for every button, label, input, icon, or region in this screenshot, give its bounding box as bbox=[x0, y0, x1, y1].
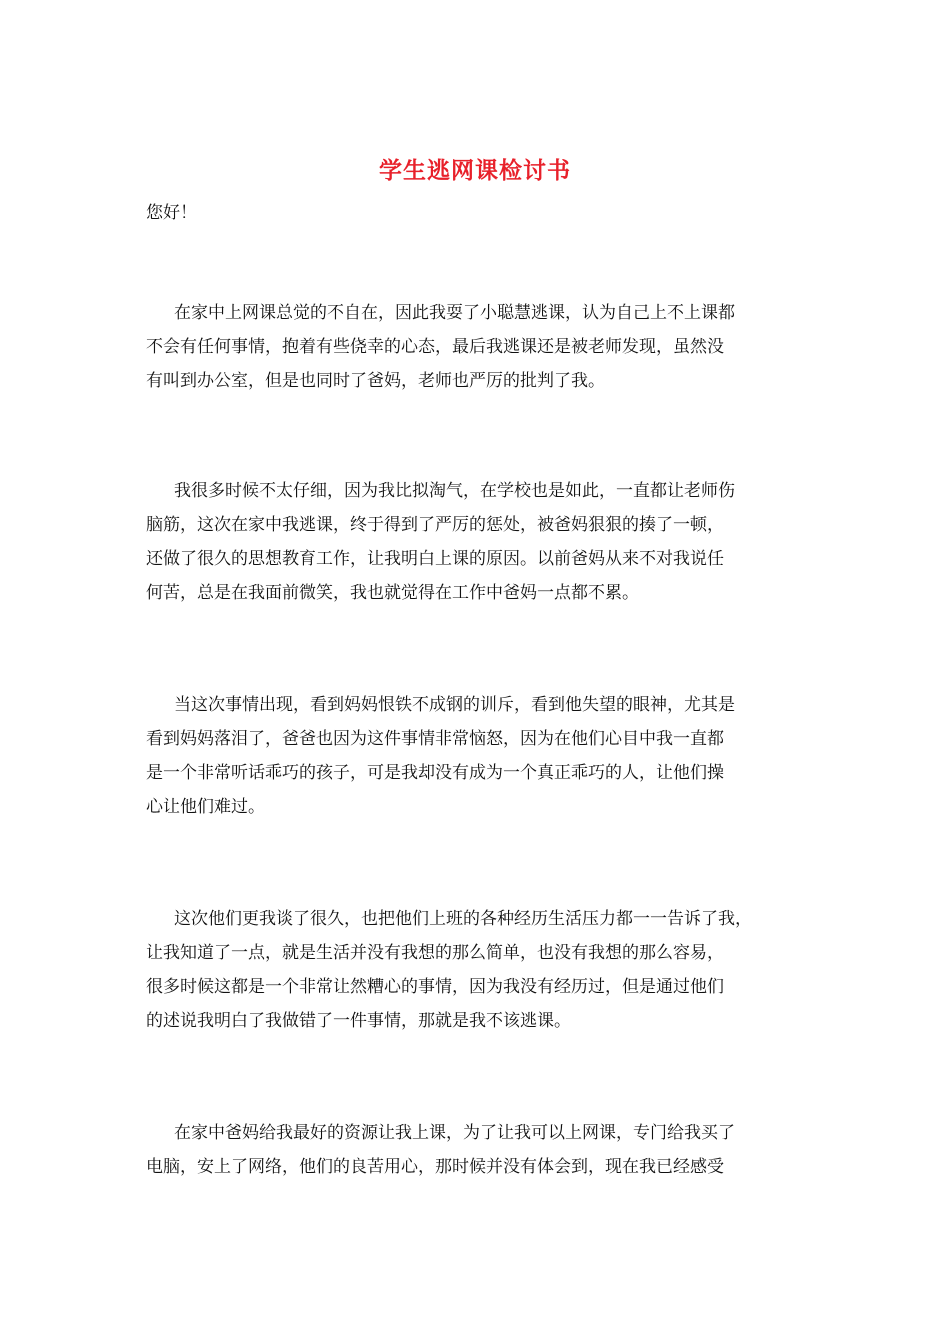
paragraph-line: 看到妈妈落泪了，爸爸也因为这件事情非常恼怒，因为在他们心目中我一直都 bbox=[146, 729, 724, 749]
paragraph-line: 在家中上网课总觉的不自在，因此我耍了小聪慧逃课，认为自己上不上课都 bbox=[174, 303, 735, 323]
paragraph-line: 这次他们更我谈了很久，也把他们上班的各种经历生活压力都一一告诉了我， bbox=[174, 909, 752, 929]
paragraph-line: 我很多时候不太仔细，因为我比拟淘气，在学校也是如此，一直都让老师伤 bbox=[174, 481, 735, 501]
paragraph-line: 不会有任何事情，抱着有些侥幸的心态，最后我逃课还是被老师发现，虽然没 bbox=[146, 337, 724, 357]
paragraph-line: 当这次事情出现，看到妈妈恨铁不成钢的训斥，看到他失望的眼神，尤其是 bbox=[174, 695, 735, 715]
paragraph-line: 心让他们难过。 bbox=[146, 797, 265, 817]
paragraph-5 bbox=[146, 1116, 826, 1184]
paragraph-line: 电脑，安上了网络，他们的良苦用心，那时候并没有体会到，现在我已经感受 bbox=[146, 1157, 724, 1177]
paragraph-line: 是一个非常听话乖巧的孩子，可是我却没有成为一个真正乖巧的人，让他们操 bbox=[146, 763, 724, 783]
paragraph-line: 脑筋，这次在家中我逃课，终于得到了严厉的惩处，被爸妈狠狠的揍了一顿， bbox=[146, 515, 724, 535]
paragraph-line: 让我知道了一点，就是生活并没有我想的那么简单，也没有我想的那么容易， bbox=[146, 943, 724, 963]
paragraph-1 bbox=[146, 296, 826, 398]
greeting: 您好！ bbox=[146, 203, 197, 223]
paragraph-line: 在家中爸妈给我最好的资源让我上课，为了让我可以上网课，专门给我买了 bbox=[174, 1123, 735, 1143]
paragraph-2 bbox=[146, 474, 826, 610]
document-title: 学生逃网课检讨书 bbox=[379, 157, 571, 184]
paragraph-line: 的述说我明白了我做错了一件事情，那就是我不该逃课。 bbox=[146, 1011, 571, 1031]
paragraph-line: 很多时候这都是一个非常让然糟心的事情，因为我没有经历过，但是通过他们 bbox=[146, 977, 724, 997]
paragraph-line: 何苦，总是在我面前微笑，我也就觉得在工作中爸妈一点都不累。 bbox=[146, 583, 639, 603]
paragraph-line: 有叫到办公室，但是也同时了爸妈，老师也严厉的批判了我。 bbox=[146, 371, 605, 391]
paragraph-4 bbox=[146, 902, 826, 1038]
paragraph-3 bbox=[146, 688, 826, 824]
paragraph-line: 还做了很久的思想教育工作，让我明白上课的原因。以前爸妈从来不对我说任 bbox=[146, 549, 724, 569]
